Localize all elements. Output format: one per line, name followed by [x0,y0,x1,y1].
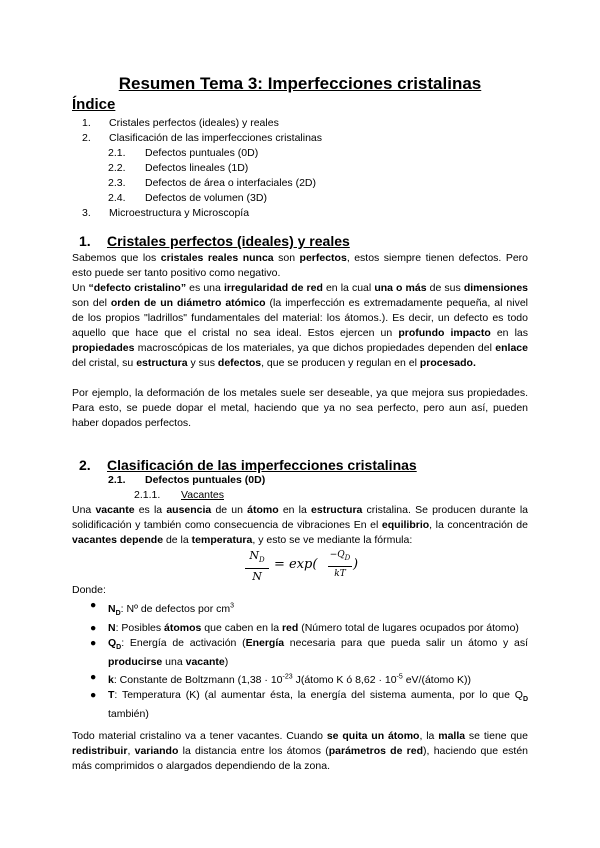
toc-item-text: Defectos de volumen (3D) [145,192,267,204]
toc-item-text: Cristales perfectos (ideales) y reales [109,117,279,129]
toc-item-number: 2.2. [108,162,126,174]
formula-numerator-sub: D [259,556,265,565]
toc-item-text: Defectos puntuales (0D) [145,147,259,159]
list-item [90,670,528,689]
formula-numerator: N [249,549,259,562]
section-number: 1. [79,233,91,249]
toc-item [82,191,528,206]
toc-item [82,176,528,191]
subsection-number: 2.1. [108,474,126,486]
toc-item [82,206,528,221]
toc-item-text: Defectos de área o interfaciales (2D) [145,177,316,189]
section-1-paragraph-2: Un “defecto cristalino” es una irregularidad de red en la cual una o más de sus dimensiones son del orden de un diámetro atómico (la imperfección es extremadamente pequeña, al nivel de los propios "ladrillos" fundamentales del material: los átomos.). Es decir, un defecto es todo aquello que hace que el cristal no sea ideal. Estos ejercen un profundo impacto en las propiedades macroscópicas de los materiales, ya que dichos propiedades dependen del enlace del cristal, su estructura y sus defectos, que se producen y regulan en el procesado. [72,282,528,369]
formula-exp: = exp( [274,557,318,572]
bullet-icon: ● [90,689,97,702]
list-item-text: $Q_D$: Energía de activación (Energía necesaria para que pueda salir un átomo y así producirse una vacante) [108,636,529,668]
section-title: Cristales perfectos (ideales) y reales [107,233,350,249]
table-of-contents [82,116,528,221]
toc-item-number: 3. [82,207,91,219]
section-1-heading [79,233,528,251]
toc-item-text: Clasificación de las imperfecciones cristalinas [109,132,323,144]
list-item [90,621,528,636]
list-item-text: T: Temperatura (K) (al aumentar ésta, la energía del sistema aumenta, por lo que $Q_D$ también) [108,689,528,721]
toc-item-number: 2.1. [108,147,126,159]
vacancy-formula [0,549,600,583]
formula-close-paren: ) [353,557,359,572]
formula-denominator: N [252,570,262,584]
list-item [90,598,528,621]
formula-lhs-fraction [243,549,271,584]
toc-item-number: 1. [82,117,91,129]
toc-item-number: 2.4. [108,192,126,204]
section-1-paragraph-1: Sabemos que los cristales reales nunca son perfectos, estos siempre tienen defectos. Pero esto puede ser tanto positivo como negativo. [72,252,528,279]
document-title: Resumen Tema 3: Imperfecciones cristalinas [118,74,482,93]
list-item-text: k: Constante de Boltzmann ($1,38 \cdot 10^{-23}$ J(átomo K ó $8,62 \cdot 10^{-5}$ eV/(átomo K)) [108,673,472,687]
bullet-icon: ● [90,670,97,683]
index-heading: Índice [72,96,116,113]
toc-item-number: 2.3. [108,177,126,189]
toc-item [82,131,528,146]
toc-item-number: 2. [82,132,91,144]
list-item [90,688,528,722]
formula-exp-numerator-sub: D [344,553,351,562]
section-2-paragraph-1: Una vacante es la ausencia de un átomo en la estructura cristalina. Se producen durante la solidificación y también como consecuencia de vibraciones En el equilibrio, la concentración de vacantes depende de la temperatura, y esto se ve mediante la fórmula: [72,504,528,546]
toc-item [82,116,528,131]
toc-item [82,146,528,161]
bullet-icon: ● [90,636,97,649]
subsubsection-number: 2.1.1. [134,489,161,501]
section-1-paragraph-3: Por ejemplo, la deformación de los metales suele ser deseable, ya que mejora sus propiedades. Para esto, se puede dopar el metal, haciendo que ya no sea perfecto, pero aun así, pueden haber dopados perfectos. [72,387,528,429]
donde-label: Donde: [72,584,106,596]
toc-item [82,161,528,176]
toc-item-text: Defectos lineales (1D) [145,162,249,174]
list-item [90,636,528,670]
section-2-paragraph-2: Todo material cristalino va a tener vacantes. Cuando se quita un átomo, la malla se tiene que redistribuir, variando la distancia entre los átomos (parámetros de red), haciendo que estén más comprimidos o alargados dependiendo de la zona. [72,730,529,772]
toc-item-text: Microestructura y Microscopía [109,207,250,219]
subsection-title: Defectos puntuales (0D) [145,474,266,486]
bullet-icon: ● [90,621,97,634]
formula-exp-denominator: kT [334,568,346,579]
list-item-text: $N_D$: Nº de defectos por $cm^3$ [108,602,235,617]
variable-definitions-list [90,598,528,722]
formula-exp-fraction [328,549,352,581]
section-2-heading [79,457,528,475]
section-number: 2. [79,457,91,473]
formula-exp-numerator: −Q [329,550,345,560]
list-item-text: N: Posibles átomos que caben en la red (Número total de lugares ocupados por átomo) [108,621,519,634]
subsubsection-title: Vacantes [181,489,224,501]
section-title: Clasificación de las imperfecciones cristalinas [107,457,417,473]
bullet-icon: ● [90,599,97,611]
